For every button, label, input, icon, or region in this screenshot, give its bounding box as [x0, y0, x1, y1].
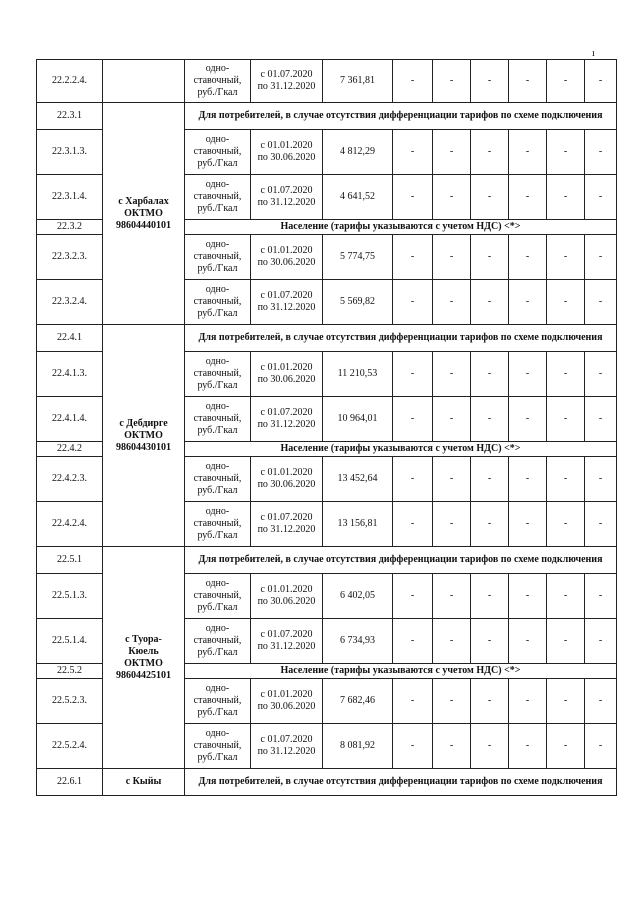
period: с 01.07.2020 по 31.12.2020 [251, 619, 323, 664]
empty-cell: - [585, 574, 617, 619]
empty-cell: - [393, 130, 433, 175]
group-number: 22.3.1 [37, 103, 103, 130]
empty-cell: - [393, 175, 433, 220]
empty-cell: - [433, 679, 471, 724]
empty-cell: - [585, 397, 617, 442]
row-number: 22.3.2.3. [37, 235, 103, 280]
row-number: 22.5.2.3. [37, 679, 103, 724]
empty-cell: - [393, 679, 433, 724]
group-number: 22.5.2 [37, 664, 103, 679]
empty-cell: - [509, 502, 547, 547]
empty-cell: - [393, 457, 433, 502]
period: с 01.07.2020 по 31.12.2020 [251, 724, 323, 769]
settlement-name: с Харбалах ОКТМО 98604440101 [103, 103, 185, 325]
row-number: 22.5.2.4. [37, 724, 103, 769]
empty-cell: - [509, 679, 547, 724]
rate-type: одно- ставочный, руб./Гкал [185, 502, 251, 547]
tariff-value: 4 812,29 [323, 130, 393, 175]
empty-cell: - [471, 60, 509, 103]
empty-cell: - [471, 397, 509, 442]
group-header: Население (тарифы указываются с учетом НДС) <*> [185, 664, 617, 679]
rate-type: одно- ставочный, руб./Гкал [185, 130, 251, 175]
empty-cell: - [471, 679, 509, 724]
empty-cell: - [585, 235, 617, 280]
empty-cell: - [547, 457, 585, 502]
empty-cell: - [471, 280, 509, 325]
empty-cell: - [433, 280, 471, 325]
settlement-name: с Дебдирге ОКТМО 98604430101 [103, 325, 185, 547]
rate-type: одно- ставочный, руб./Гкал [185, 352, 251, 397]
page-mark: ı [592, 48, 595, 59]
tariff-value: 7 361,81 [323, 60, 393, 103]
empty-cell: - [393, 619, 433, 664]
rate-type: одно- ставочный, руб./Гкал [185, 574, 251, 619]
empty-cell: - [433, 130, 471, 175]
empty-cell: - [393, 352, 433, 397]
row-number: 22.3.2.4. [37, 280, 103, 325]
empty-cell: - [585, 457, 617, 502]
empty-cell: - [509, 574, 547, 619]
empty-cell: - [509, 724, 547, 769]
empty-cell: - [433, 619, 471, 664]
row-number: 22.5.1.4. [37, 619, 103, 664]
empty-cell: - [509, 60, 547, 103]
group-header-row [37, 325, 617, 352]
empty-cell: - [471, 502, 509, 547]
period: с 01.07.2020 по 31.12.2020 [251, 397, 323, 442]
empty-cell: - [547, 130, 585, 175]
empty-cell: - [547, 679, 585, 724]
group-header: Для потребителей, в случае отсутствия дифференциации тарифов по схеме подключения [185, 325, 617, 352]
empty-cell: - [585, 502, 617, 547]
empty-cell: - [393, 60, 433, 103]
empty-cell: - [547, 175, 585, 220]
tariff-value: 4 641,52 [323, 175, 393, 220]
empty-cell: - [471, 352, 509, 397]
empty-cell: - [471, 175, 509, 220]
group-number: 22.5.1 [37, 547, 103, 574]
empty-cell: - [433, 397, 471, 442]
empty-cell: - [471, 457, 509, 502]
empty-cell: - [585, 130, 617, 175]
group-header: Для потребителей, в случае отсутствия дифференциации тарифов по схеме подключения [185, 769, 617, 796]
empty-cell: - [509, 397, 547, 442]
empty-cell: - [393, 724, 433, 769]
tariff-value: 10 964,01 [323, 397, 393, 442]
empty-cell: - [393, 397, 433, 442]
empty-cell: - [509, 619, 547, 664]
empty-cell: - [471, 130, 509, 175]
empty-cell: - [433, 175, 471, 220]
empty-cell: - [471, 574, 509, 619]
group-header-row [37, 103, 617, 130]
empty-cell: - [509, 352, 547, 397]
empty-cell: - [471, 235, 509, 280]
row-number: 22.4.1.3. [37, 352, 103, 397]
rate-type: одно- ставочный, руб./Гкал [185, 280, 251, 325]
period: с 01.01.2020 по 30.06.2020 [251, 679, 323, 724]
rate-type: одно- ставочный, руб./Гкал [185, 619, 251, 664]
empty-cell: - [547, 619, 585, 664]
empty-cell: - [509, 457, 547, 502]
empty-cell: - [547, 60, 585, 103]
empty-cell: - [509, 235, 547, 280]
empty-cell: - [433, 235, 471, 280]
tariff-value: 7 682,46 [323, 679, 393, 724]
group-header-row [37, 547, 617, 574]
row-number: 22.4.2.4. [37, 502, 103, 547]
group-header: Население (тарифы указываются с учетом НДС) <*> [185, 220, 617, 235]
empty-cell: - [471, 619, 509, 664]
row-number: 22.5.1.3. [37, 574, 103, 619]
group-header: Население (тарифы указываются с учетом НДС) <*> [185, 442, 617, 457]
row-number: 22.4.2.3. [37, 457, 103, 502]
period: с 01.07.2020 по 31.12.2020 [251, 280, 323, 325]
group-number: 22.6.1 [37, 769, 103, 796]
empty-cell: - [433, 457, 471, 502]
empty-cell: - [547, 502, 585, 547]
period: с 01.07.2020 по 31.12.2020 [251, 502, 323, 547]
empty-cell: - [433, 724, 471, 769]
empty-cell: - [547, 724, 585, 769]
empty-cell: - [585, 679, 617, 724]
empty-cell: - [585, 724, 617, 769]
rate-type: одно- ставочный, руб./Гкал [185, 457, 251, 502]
period: с 01.01.2020 по 30.06.2020 [251, 457, 323, 502]
rate-type: одно- ставочный, руб./Гкал [185, 175, 251, 220]
group-number: 22.4.2 [37, 442, 103, 457]
tariff-value: 5 569,82 [323, 280, 393, 325]
empty-cell: - [509, 175, 547, 220]
period: с 01.07.2020 по 31.12.2020 [251, 60, 323, 103]
empty-cell: - [433, 352, 471, 397]
empty-cell: - [509, 280, 547, 325]
empty-cell: - [547, 397, 585, 442]
row-number: 22.3.1.3. [37, 130, 103, 175]
row-number: 22.2.2.4. [37, 60, 103, 103]
empty-cell: - [433, 502, 471, 547]
tariff-value: 6 734,93 [323, 619, 393, 664]
settlement-cell [103, 60, 185, 103]
empty-cell: - [585, 352, 617, 397]
period: с 01.07.2020 по 31.12.2020 [251, 175, 323, 220]
tariff-value: 6 402,05 [323, 574, 393, 619]
empty-cell: - [585, 280, 617, 325]
empty-cell: - [393, 574, 433, 619]
period: с 01.01.2020 по 30.06.2020 [251, 130, 323, 175]
table-row [37, 60, 617, 103]
tariff-value: 13 452,64 [323, 457, 393, 502]
empty-cell: - [393, 235, 433, 280]
period: с 01.01.2020 по 30.06.2020 [251, 574, 323, 619]
settlement-name: с Кыйы [103, 769, 185, 796]
rate-type: одно- ставочный, руб./Гкал [185, 397, 251, 442]
group-header: Для потребителей, в случае отсутствия дифференциации тарифов по схеме подключения [185, 547, 617, 574]
tariff-value: 13 156,81 [323, 502, 393, 547]
tariff-table [36, 59, 617, 796]
row-number: 22.4.1.4. [37, 397, 103, 442]
period: с 01.01.2020 по 30.06.2020 [251, 352, 323, 397]
rate-type: одно- ставочный, руб./Гкал [185, 724, 251, 769]
rate-type: одно- ставочный, руб./Гкал [185, 679, 251, 724]
row-number: 22.3.1.4. [37, 175, 103, 220]
group-header-row [37, 769, 617, 796]
settlement-name: с Туора- Кюель ОКТМО 98604425101 [103, 547, 185, 769]
tariff-value: 11 210,53 [323, 352, 393, 397]
empty-cell: - [433, 574, 471, 619]
empty-cell: - [547, 352, 585, 397]
empty-cell: - [585, 619, 617, 664]
tariff-value: 8 081,92 [323, 724, 393, 769]
group-number: 22.3.2 [37, 220, 103, 235]
empty-cell: - [585, 175, 617, 220]
empty-cell: - [471, 724, 509, 769]
group-header: Для потребителей, в случае отсутствия дифференциации тарифов по схеме подключения [185, 103, 617, 130]
group-number: 22.4.1 [37, 325, 103, 352]
empty-cell: - [547, 574, 585, 619]
empty-cell: - [393, 502, 433, 547]
empty-cell: - [547, 280, 585, 325]
empty-cell: - [509, 130, 547, 175]
empty-cell: - [547, 235, 585, 280]
period: с 01.01.2020 по 30.06.2020 [251, 235, 323, 280]
empty-cell: - [433, 60, 471, 103]
rate-type: одно- ставочный, руб./Гкал [185, 60, 251, 103]
rate-type: одно- ставочный, руб./Гкал [185, 235, 251, 280]
empty-cell: - [393, 280, 433, 325]
empty-cell: - [585, 60, 617, 103]
tariff-value: 5 774,75 [323, 235, 393, 280]
